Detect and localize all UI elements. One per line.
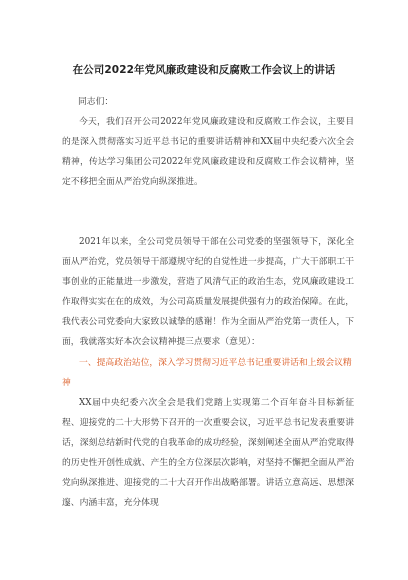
document-title: 在公司2022年党风廉政建设和反腐败工作会议上的讲话 [72,64,336,76]
section-heading-1: 一、提高政治站位，深入学习贯彻习近平总书记重要讲话和上级会议精神 [62,358,352,388]
paragraph-3: XX届中央纪委六次全会是我们党踏上实现第二个百年奋斗目标新征程、迎接党的二十大形势下召开的一次重要会议，习近平总书记发表重要讲话，深刻总结新时代党的自我革命的成功经验，深刻阐述全面从严治党取得的历史性开创性成就、产生的全方位深层次影响，对坚持不懈把全面从严治党向纵深推进、迎接党的二十大召开作出战略部署。讲话立意高远、思想深邃、内涵丰富，充分体现 [62,398,354,508]
paragraph-1: 今天，我们召开公司2022年党风廉政建设和反腐败工作会议，主要目的是深入贯彻落实习近平总书记的重要讲话精神和XX届中央纪委六次全会精神，传达学习集团公司2022年党风廉政建设和反腐败工作会议精神，坚定不移把全面从严治党向纵深推进。 [62,117,354,187]
paragraph-2: 2021年以来，全公司党员领导干部在公司党委的坚强领导下，深化全面从严治党，党员领导干部遵规守纪的自觉性进一步提高，广大干部职工干事创业的正能量进一步激发，营造了风清气正的政治生态，党风廉政建设工作取得实实在在的成效，为公司高质量发展提供强有力的政治保障。在此，我代表公司党委向大家致以诚挚的感谢！作为全面从严治党第一责任人，下面，我就落实好本次会议精神提三点要求（意见）： [62,237,354,347]
salutation: 同志们： [78,97,114,107]
